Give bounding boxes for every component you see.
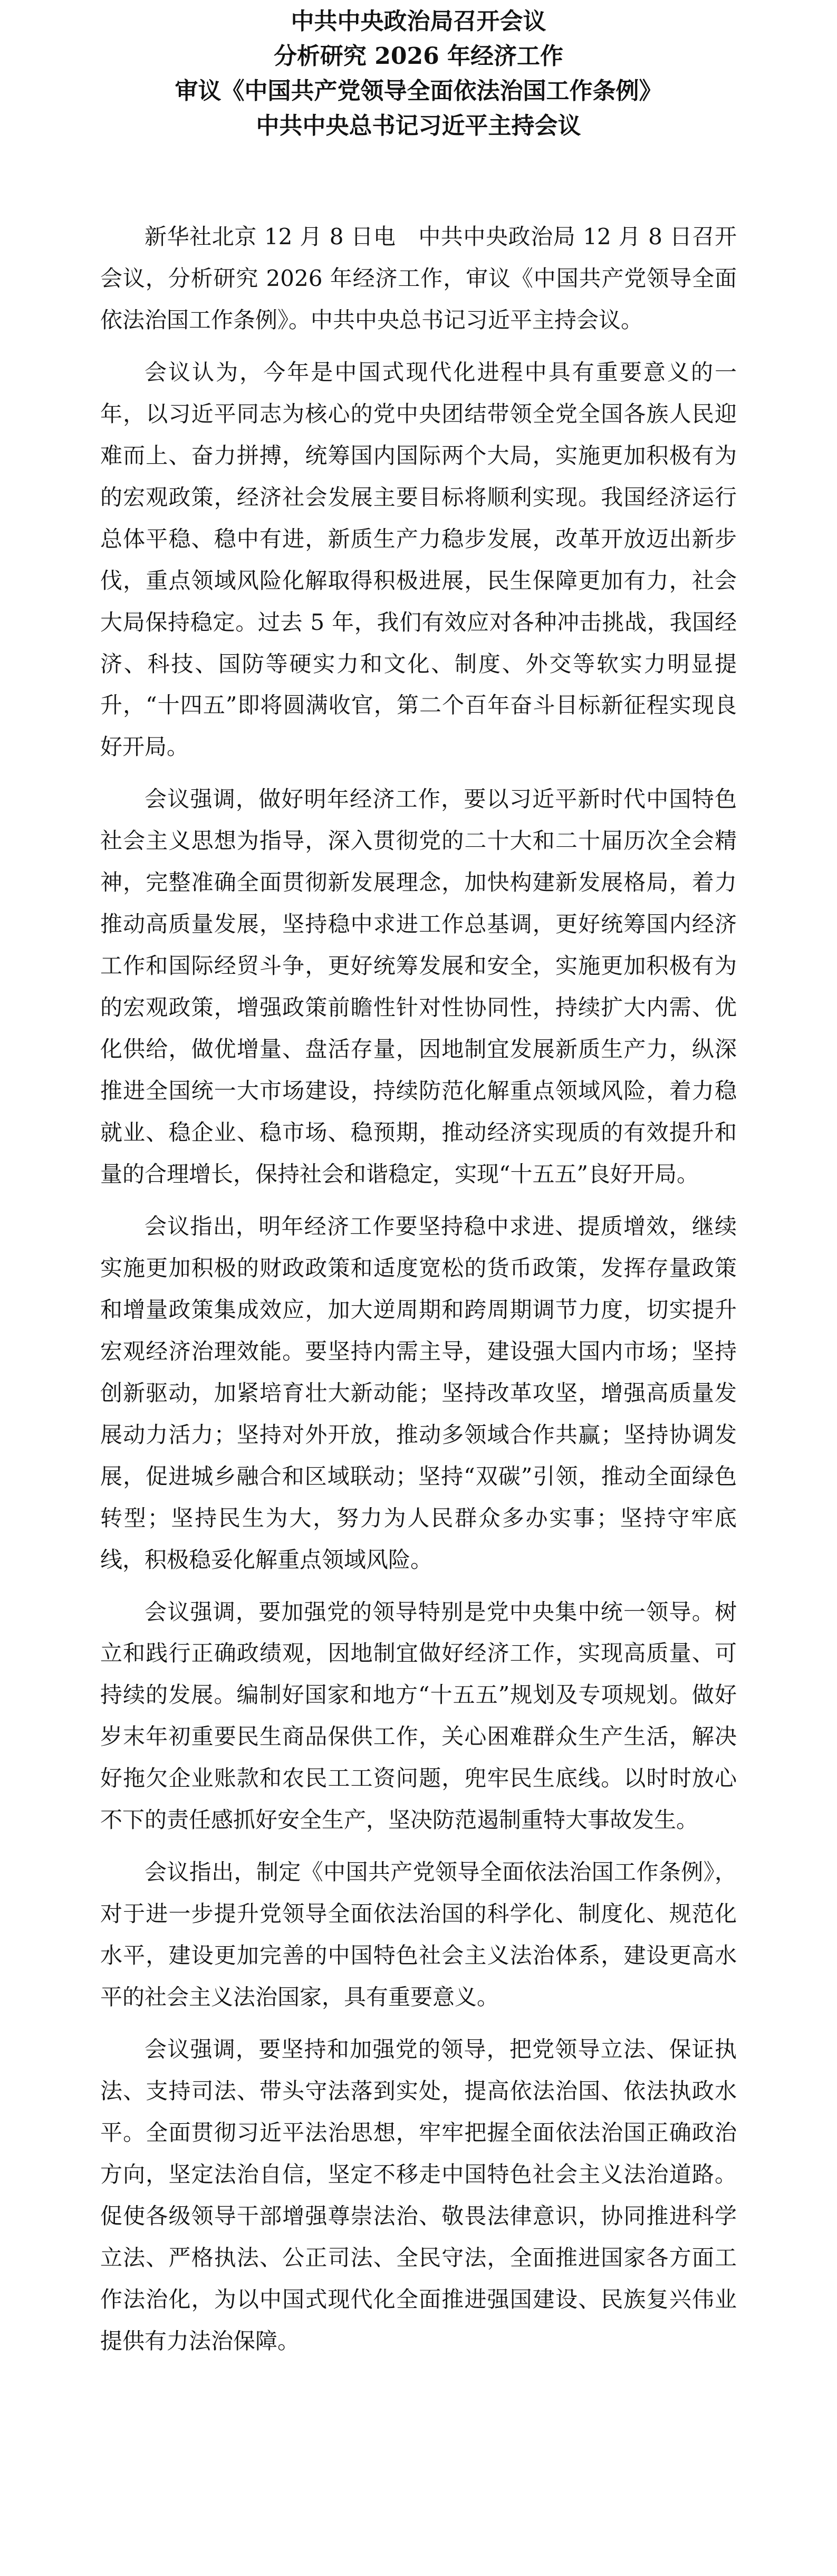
paragraph-6: 会议指出，制定《中国共产党领导全面依法治国工作条例》，对于进一步提升党领导全面依法治国的科学化、制度化、规范化水平，建设更加完善的中国特色社会主义法治体系，建设更高水平的社会主义法治国家，具有重要意义。 (100, 1859, 737, 2010)
paragraph-7: 会议强调，要坚持和加强党的领导，把党领导立法、保证执法、支持司法、带头守法落到实处，提高依法治国、依法执政水平。全面贯彻习近平法治思想，牢牢把握全面依法治国正确政治方向，坚定法治自信，坚定不移走中国特色社会主义法治道路。促使各级领导干部增强尊崇法治、敬畏法律意识，协同推进科学立法、严格执法、公正司法、全民守法，全面推进国家各方面工作法治化，为以中国式现代化全面推进强国建设、民族复兴伟业提供有力法治保障。 (100, 2036, 737, 2354)
paragraph-3: 会议强调，做好明年经济工作，要以习近平新时代中国特色社会主义思想为指导，深入贯彻党的二十大和二十届历次全会精神，完整准确全面贯彻新发展理念，加快构建新发展格局，着力推动高质量发展，坚持稳中求进工作总基调，更好统筹国内经济工作和国际经贸斗争，更好统筹发展和安全，实施更加积极有为的宏观政策，增强政策前瞻性针对性协同性，持续扩大内需、优化供给，做优增量、盘活存量，因地制宜发展新质生产力，纵深推进全国统一大市场建设，持续防范化解重点领域风险，着力稳就业、稳企业、稳市场、稳预期，推动经济实现质的有效提升和量的合理增长，保持社会和谐稳定，实现“十五五”良好开局。 (100, 786, 737, 1187)
title-line-2: 分析研究 2026 年经济工作 (273, 43, 564, 70)
paragraph-4: 会议指出，明年经济工作要坚持稳中求进、提质增效，继续实施更加积极的财政政策和适度宽松的货币政策，发挥存量政策和增量政策集成效应，加大逆周期和跨周期调节力度，切实提升宏观经济治理效能。要坚持内需主导，建设强大国内市场；坚持创新驱动，加紧培育壮大新动能；坚持改革攻坚，增强高质量发展动力活力；坚持对外开放，推动多领域合作共赢；坚持协调发展，促进城乡融合和区域联动；坚持“双碳”引领，推动全面绿色转型；坚持民生为大，努力为人民群众多办实事；坚持守牢底线，积极稳妥化解重点领域风险。 (100, 1213, 737, 1573)
title-line-4: 中共中央总书记习近平主持会议 (256, 112, 581, 139)
paragraph-2: 会议认为，今年是中国式现代化进程中具有重要意义的一年，以习近平同志为核心的党中央团结带领全党全国各族人民迎难而上、奋力拼搏，统筹国内国际两个大局，实施更加积极有为的宏观政策，经济社会发展主要目标将顺利实现。我国经济运行总体平稳、稳中有进，新质生产力稳步发展，改革开放迈出新步伐，重点领域风险化解取得积极进展，民生保障更加有力，社会大局保持稳定。过去 5 年，我们有效应对各种冲击挑战，我国经济、科技、国防等硬实力和文化、制度、外交等软实力明显提升，“十四五”即将圆满收官，第二个百年奋斗目标新征程实现良好开局。 (100, 359, 737, 760)
article-title-block (100, 0, 737, 143)
article-body (100, 216, 737, 2362)
paragraph-1: 新华社北京 12 月 8 日电 中共中央政治局 12 月 8 日召开会议，分析研究 2026 年经济工作，审议《中国共产党领导全面依法治国工作条例》。中共中央总书记习近平主持会议。 (100, 224, 737, 333)
paragraph-5: 会议强调，要加强党的领导特别是党中央集中统一领导。树立和践行正确政绩观，因地制宜做好经济工作，实现高质量、可持续的发展。编制好国家和地方“十五五”规划及专项规划。做好岁末年初重要民生商品保供工作，关心困难群众生产生活，解决好拖欠企业账款和农民工工资问题，兜牢民生底线。以时时放心不下的责任感抓好安全生产，坚决防范遏制重特大事故发生。 (100, 1598, 737, 1833)
title-line-1: 中共中央政治局召开会议 (291, 8, 546, 35)
title-line-3: 审议《中国共产党领导全面依法治国工作条例》 (175, 78, 662, 104)
